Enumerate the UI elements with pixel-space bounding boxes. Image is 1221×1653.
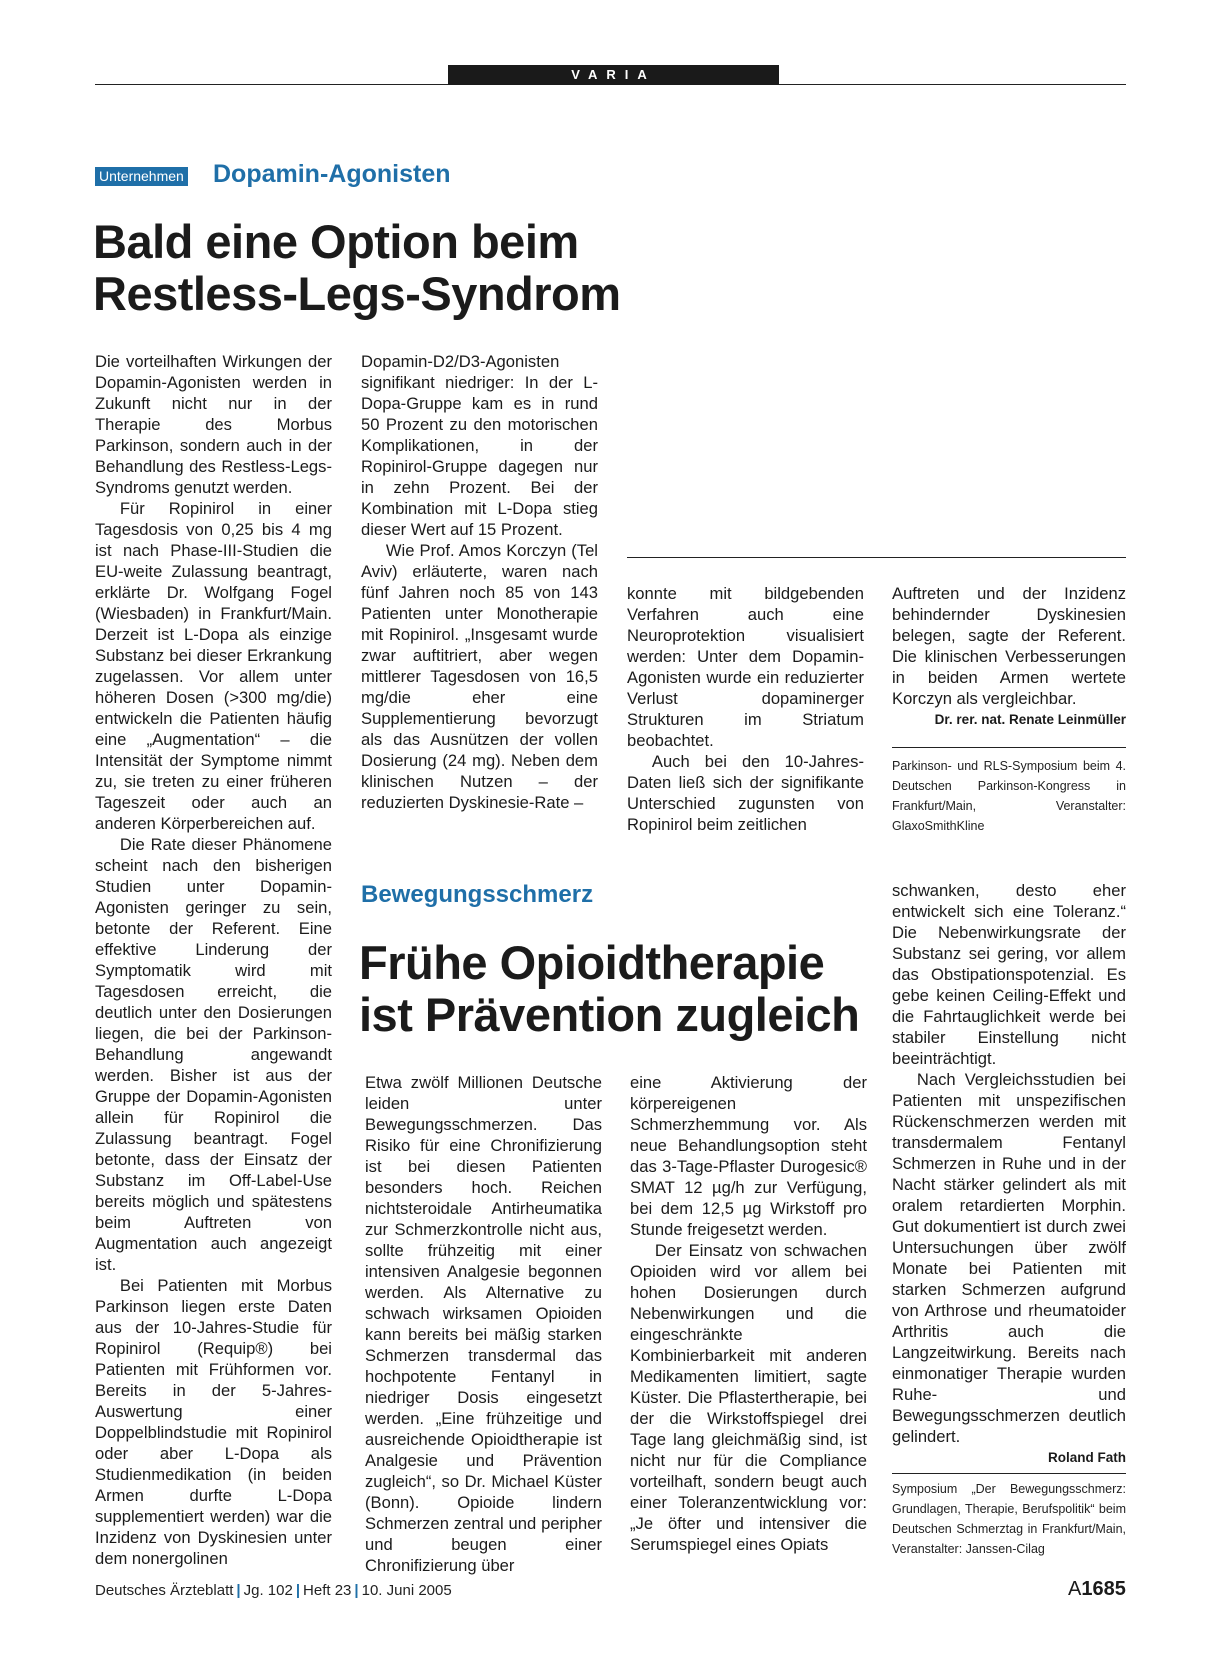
article1-headline-line1: Bald eine Option beim	[93, 215, 579, 268]
article1-headline	[93, 216, 621, 320]
paragraph: Etwa zwölf Millionen Deutsche leiden unter Bewegungsschmerzen. Das Risiko für eine Chronifizierung ist bei diesen Patienten besonders hoch. Reichen nichtsteroidale Antirheumatika zur Schmerzkontrolle nicht aus, sollte frühzeitig mit einer intensiven Analgesie begonnen werden. Als Alternative zu schwach wirksamen Opioiden kann bereits bei mäßig starken Schmerzen transdermal das hochpotente Fentanyl in niedriger Dosis eingesetzt werden. „Eine frühzeitige und ausreichende Opioidtherapie ist Analgesie und Prävention zugleich“, so Dr. Michael Küster (Bonn). Opioide lindern Schmerzen zentral und peripher und beugen einer Chronifizierung über	[365, 1073, 602, 1575]
section-label: VARIA	[448, 65, 779, 85]
article1-kicker: Dopamin-Agonisten	[213, 160, 451, 188]
article1-column-2	[361, 351, 598, 813]
paragraph: Die vorteilhaften Wirkungen der Dopamin-Agonisten werden in Zukunft nicht nur in der Therapie des Morbus Parkinson, sondern auch in der Behandlung des Restless-Legs-Syndroms genutzt werden.	[95, 352, 332, 497]
article2-author: Roland Fath	[1048, 1450, 1126, 1465]
paragraph: Dopamin-D2/D3-Agonisten signifikant niedriger: In der L-Dopa-Gruppe kam es in rund 50 Prozent zu den motorischen Komplikationen, in der Ropinirol-Gruppe dagegen nur in zehn Prozent. Bei der Kombination mit L-Dopa stieg dieser Wert auf 15 Prozent.	[361, 352, 598, 539]
journal-name: Deutsches Ärzteblatt	[95, 1582, 234, 1599]
article2-column-2	[630, 1072, 867, 1555]
paragraph: Für Ropinirol in einer Tagesdosis von 0,25 bis 4 mg ist nach Phase-III-Studien die EU-weite Zulassung beantragt, erklärte Dr. Wolfgang Fogel (Wiesbaden) in Frankfurt/Main. Derzeit ist L-Dopa als einzige Substanz bei dieser Erkrankung zugelassen. Vor allem unter höheren Dosen (>300 mg/die) entwickeln die Patienten häufig eine „Augmentation“ – die Intensität der Symptome nimmt zu, sie treten zu einer früheren Tageszeit oder auch an anderen Körperbereichen auf.	[95, 499, 332, 833]
paragraph: Nach Vergleichsstudien bei Patienten mit unspezifischen Rückenschmerzen werden mit transdermalem Fentanyl Schmerzen in Ruhe und in der Nacht stärker gelindert als mit oralem retardierten Morphin. Gut dokumentiert ist durch zwei Untersuchungen über zwölf Monate bei Patienten mit starken Schmerzen aufgrund von Arthrose und rheumatoider Arthritis auch die Langzeitwirkung. Bereits nach einmonatiger Therapie wurden Ruhe- und Bewegungsschmerzen deutlich gelindert.	[892, 1070, 1126, 1446]
paragraph: Auftreten und der Inzidenz behindernder Dyskinesien belegen, sagte der Referent. Die klinischen Verbesserungen in beiden Armen wertete Korczyn als vergleichbar.	[892, 584, 1126, 708]
issue-date: 10. Juni 2005	[361, 1582, 452, 1599]
page-number	[1068, 1578, 1126, 1601]
paragraph: Auch bei den 10-Jahres-Daten ließ sich der signifikante Unterschied zugunsten von Ropinirol beim zeitlichen	[627, 752, 864, 834]
paragraph: schwanken, desto eher entwickelt sich eine Toleranz.“ Die Nebenwirkungsrate der Substanz sei gering, vor allem das Obstipationspotenzial. Es gebe keinen Ceiling-Effekt und die Fahrtauglichkeit werde bei stabiler Einstellung nicht beeinträchtigt.	[892, 881, 1126, 1068]
page-number-value: 1685	[1081, 1578, 1126, 1600]
article2-column-1	[365, 1072, 602, 1576]
volume: Jg. 102	[243, 1582, 293, 1599]
article2-headline-line1: Frühe Opioidtherapie	[359, 936, 825, 989]
paragraph: Die Rate dieser Phänomene scheint nach den bisherigen Studien unter Dopamin-Agonisten geringer zu sein, betonte der Referent. Eine effektive Linderung der Symptomatik wird mit Tagesdosen erreicht, die deutlich unter den Dosierungen liegen, die bei der Parkinson-Behandlung angewandt werden. Bisher ist aus der Gruppe der Dopamin-Agonisten allein für Ropinirol die Zulassung beantragt. Fogel betonte, dass der Einsatz der Substanz im Off-Label-Use bereits möglich und spätestens beim Auftreten von Augmentation auch angezeigt ist.	[95, 835, 332, 1274]
article2-column-3	[892, 880, 1126, 1468]
article1-column-3	[627, 583, 864, 835]
article1-column-4	[892, 583, 1126, 730]
paragraph: Wie Prof. Amos Korczyn (Tel Aviv) erläuterte, waren nach fünf Jahren noch 85 von 143 Patienten unter Monotherapie mit Ropinirol. „Insgesamt wurde zwar auftitriert, aber wegen mittlerer Tagesdosen von 16,5 mg/die eher eine Supplementierung bevorzugt als das Ausnützen der vollen Dosierung (24 mg). Neben dem klinischen Nutzen – der reduzierten Dyskinesie-Rate –	[361, 541, 598, 812]
article1-column-1	[95, 351, 332, 1569]
paragraph: Bei Patienten mit Morbus Parkinson liegen erste Daten aus der 10-Jahres-Studie für Ropinirol (Requip®) bei Patienten mit Frühformen vor. Bereits in der 5-Jahres-Auswertung einer Doppelblindstudie mit Ropinirol oder aber L-Dopa als Studienmedikation (in beiden Armen durfte L-Dopa supplementiert werden) war die Inzidenz von Dyskinesien unter dem nonergolinen	[95, 1276, 332, 1568]
category-tag: Unternehmen	[95, 167, 188, 186]
article1-source-note: Parkinson- und RLS-Symposium beim 4. Deutschen Parkinson-Kongress in Frankfurt/Main, Veranstalter: GlaxoSmithKline	[892, 759, 1126, 833]
footer-citation: Deutsches Ärzteblatt | Jg. 102 | Heft 23 | 10. Juni 2005	[95, 1582, 452, 1599]
article2-kicker: Bewegungsschmerz	[361, 881, 594, 908]
article2-headline	[359, 937, 859, 1041]
paragraph: konnte mit bildgebenden Verfahren auch eine Neuroprotektion visualisiert werden: Unter dem Dopamin-Agonisten wurde ein reduzierter Verlust dopaminerger Strukturen im Striatum beobachtet.	[627, 584, 864, 750]
paragraph: eine Aktivierung der körpereigenen Schmerzhemmung vor. Als neue Behandlungsoption steht das 3-Tage-Pflaster Durogesic® SMAT 12 µg/h zur Verfügung, bei dem 12,5 µg Wirkstoff pro Stunde freigesetzt werden.	[630, 1073, 867, 1239]
article1-author: Dr. rer. nat. Renate Leinmüller	[934, 712, 1126, 727]
article2-headline-line2: ist Prävention zugleich	[359, 988, 860, 1041]
article2-source-note: Symposium „Der Bewegungsschmerz: Grundlagen, Therapie, Berufspolitik“ beim Deutschen Schmerztag in Frankfurt/Main, Veranstalter: Janssen-Cilag	[892, 1482, 1126, 1556]
article1-headline-line2: Restless-Legs-Syndrom	[93, 267, 621, 320]
page-prefix: A	[1068, 1578, 1082, 1600]
note-rule	[892, 1473, 1126, 1474]
paragraph: Der Einsatz von schwachen Opioiden wird vor allem bei hohen Dosierungen durch Nebenwirkungen und die eingeschränkte Kombinierbarkeit mit anderen Medikamenten limitiert, sagte Küster. Die Pflastertherapie, bei der die Wirkstoffspiegel drei Tage lang gleichmäßig sind, ist nicht nur für die Compliance vorteilhaft, sondern beugt auch einer Toleranzentwicklung vor: „Je öfter und intensiver die Serumspiegel eines Opiats	[630, 1241, 867, 1554]
issue: Heft 23	[303, 1582, 352, 1599]
note-rule	[892, 747, 1126, 748]
column-top-rule	[627, 557, 1126, 558]
